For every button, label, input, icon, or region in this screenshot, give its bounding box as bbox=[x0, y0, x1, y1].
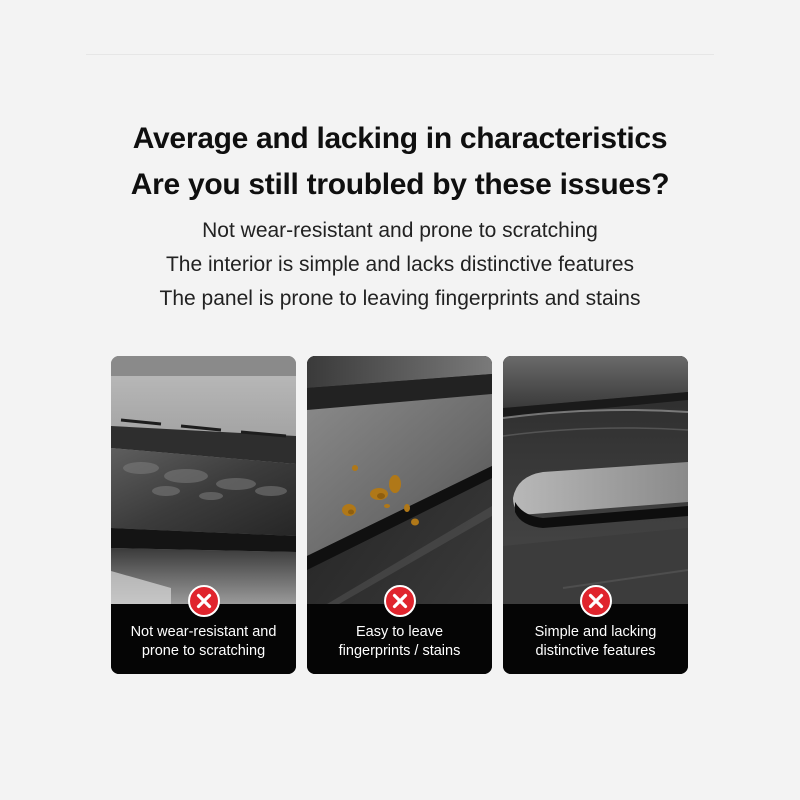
problem-card-stains bbox=[307, 356, 492, 674]
problem-card-plain bbox=[503, 356, 688, 674]
plain-panel-photo bbox=[503, 356, 688, 604]
close-x-icon bbox=[190, 587, 218, 615]
scratched-panel-photo bbox=[111, 356, 296, 604]
issue-line-1: Not wear-resistant and prone to scratching bbox=[202, 219, 598, 242]
close-x-icon bbox=[386, 587, 414, 615]
issue-line-3: The panel is prone to leaving fingerprints and stains bbox=[159, 287, 641, 310]
issue-line-2: The interior is simple and lacks distinctive features bbox=[165, 253, 635, 276]
headline bbox=[0, 116, 800, 208]
card-caption: Not wear-resistant and prone to scratching bbox=[111, 604, 296, 674]
issue-list bbox=[0, 214, 800, 316]
stained-panel-photo bbox=[307, 356, 492, 604]
card-caption: Easy to leave fingerprints / stains bbox=[307, 604, 492, 674]
card-caption: Simple and lacking distinctive features bbox=[503, 604, 688, 674]
cross-badge bbox=[384, 585, 416, 617]
close-x-icon bbox=[582, 587, 610, 615]
cross-badge bbox=[580, 585, 612, 617]
problem-cards bbox=[111, 356, 688, 674]
problem-card-scratching bbox=[111, 356, 296, 674]
cross-badge bbox=[188, 585, 220, 617]
headline-line-1: Average and lacking in characteristics bbox=[132, 122, 668, 155]
headline-line-2: Are you still troubled by these issues? bbox=[130, 168, 670, 201]
top-divider bbox=[86, 54, 714, 55]
